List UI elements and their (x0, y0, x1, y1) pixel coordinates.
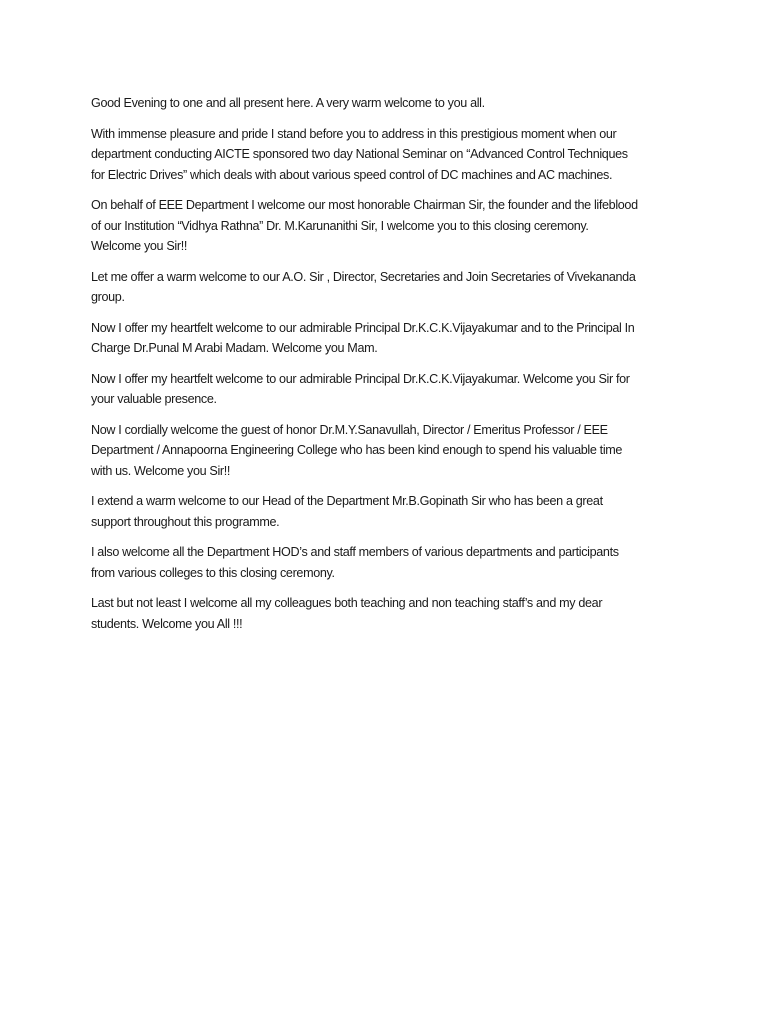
paragraph-guest-welcome: Now I cordially welcome the guest of honor Dr.M.Y.Sanavullah, Director / Emeritus Professor / EEE Department / Annapoorna Engineering College who has been kind enough to spend his valuable time with us. Welcome you Sir!! (91, 422, 623, 478)
document-body (91, 93, 691, 644)
paragraph-closing-welcome: Last but not least I welcome all my colleagues both teaching and non teaching staff’s and my dear students. Welcome you All !!! (91, 596, 603, 631)
paragraph-ao-welcome: Let me offer a warm welcome to our A.O. Sir , Director, Secretaries and Join Secretaries of Vivekananda group. (91, 269, 636, 304)
paragraph-principal-incharge-welcome: Now I offer my heartfelt welcome to our admirable Principal Dr.K.C.K.Vijayakumar and to the Principal In Charge Dr.Punal M Arabi Madam. Welcome you Mam. (91, 320, 635, 355)
paragraph-chairman-welcome: On behalf of EEE Department I welcome our most honorable Chairman Sir, the founder and the lifeblood of our Institution “Vidhya Rathna” Dr. M.Karunanithi Sir, I welcome you to this closing ceremony. Welcome you Sir!! (91, 198, 638, 253)
paragraph-hod-welcome: I extend a warm welcome to our Head of the Department Mr.B.Gopinath Sir who has been a great support throughout this programme. (91, 494, 603, 529)
paragraph-staff-welcome: I also welcome all the Department HOD’s and staff members of various departments and participants from various colleges to this closing ceremony. (91, 545, 619, 580)
paragraph-greeting: Good Evening to one and all present here. A very warm welcome to you all. (91, 96, 485, 110)
paragraph-principal-welcome: Now I offer my heartfelt welcome to our admirable Principal Dr.K.C.K.Vijayakumar. Welcome you Sir for your valuable presence. (91, 371, 630, 406)
paragraph-seminar-intro: With immense pleasure and pride I stand before you to address in this prestigious moment when our department conducting AICTE sponsored two day National Seminar on “Advanced Control Techniques for Electric Drives” which deals with about various speed control of DC machines and AC machines. (91, 126, 628, 182)
